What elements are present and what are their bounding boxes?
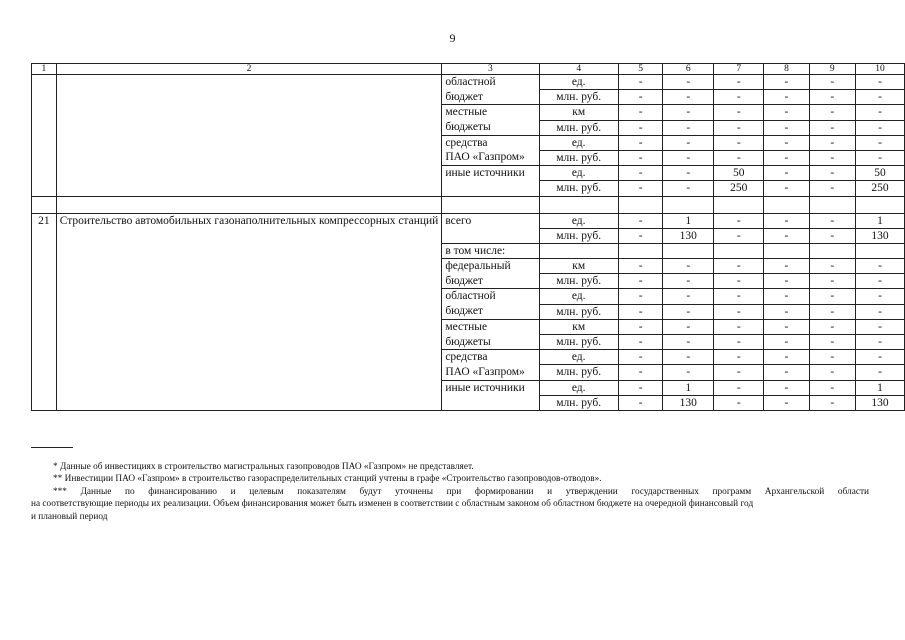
value-cell: - <box>764 365 809 380</box>
value-cell <box>618 243 663 258</box>
value-cell: - <box>764 304 809 319</box>
value-cell: - <box>809 380 855 395</box>
table-row <box>32 90 905 105</box>
value-cell: - <box>663 350 714 365</box>
value-cell: 1 <box>856 380 905 395</box>
row-name-cell: Строительство автомобильных газонаполнительных компрессорных станций <box>56 213 442 410</box>
row-name-cell <box>56 120 442 135</box>
value-cell: - <box>618 335 663 350</box>
spacer-cell <box>809 196 855 213</box>
value-cell: - <box>809 150 855 165</box>
value-cell: - <box>809 335 855 350</box>
value-cell: - <box>764 181 809 196</box>
value-cell: 250 <box>856 181 905 196</box>
value-cell: - <box>714 319 764 334</box>
unit-cell: ед. <box>539 289 618 304</box>
spacer-cell <box>856 196 905 213</box>
value-cell: - <box>618 150 663 165</box>
value-cell: - <box>764 150 809 165</box>
unit-cell: ед. <box>539 380 618 395</box>
value-cell <box>856 243 905 258</box>
value-cell: - <box>714 120 764 135</box>
value-cell: - <box>809 135 855 150</box>
value-cell: - <box>663 166 714 181</box>
value-cell: - <box>663 135 714 150</box>
source-cell: ПАО «Газпром» <box>442 365 539 380</box>
unit-cell: млн. руб. <box>539 120 618 135</box>
value-cell: - <box>618 135 663 150</box>
value-cell: - <box>764 380 809 395</box>
header-cell: 8 <box>764 64 809 75</box>
value-cell: - <box>618 213 663 228</box>
value-cell: 130 <box>663 228 714 243</box>
value-cell: - <box>809 75 855 90</box>
value-cell: 130 <box>856 395 905 410</box>
header-cell: 9 <box>809 64 855 75</box>
table-row <box>32 120 905 135</box>
source-cell: бюджеты <box>442 335 539 350</box>
investment-table <box>31 63 905 411</box>
value-cell: - <box>663 105 714 120</box>
source-cell: бюджет <box>442 274 539 289</box>
source-cell <box>442 395 539 410</box>
value-cell: - <box>764 90 809 105</box>
value-cell: - <box>663 289 714 304</box>
source-cell: местные <box>442 319 539 334</box>
unit-cell: ед. <box>539 135 618 150</box>
unit-cell: ед. <box>539 166 618 181</box>
source-cell <box>442 181 539 196</box>
value-cell: - <box>809 304 855 319</box>
value-cell: - <box>714 380 764 395</box>
source-cell: иные источники <box>442 166 539 181</box>
value-cell: - <box>764 335 809 350</box>
unit-cell: млн. руб. <box>539 228 618 243</box>
footnote-3-cont: на соответствующие периоды их реализации. Объем финансирования может быть изменен в соответствии с областным законом об областном бюджете на очередной финансовый год <box>31 499 754 510</box>
source-cell: средства <box>442 350 539 365</box>
row-number-cell <box>32 181 57 196</box>
value-cell: - <box>663 304 714 319</box>
value-cell: - <box>714 395 764 410</box>
source-cell: средства <box>442 135 539 150</box>
source-cell: местные <box>442 105 539 120</box>
value-cell: - <box>856 150 905 165</box>
header-cell: 3 <box>442 64 539 75</box>
value-cell: - <box>714 335 764 350</box>
source-cell <box>442 228 539 243</box>
value-cell: - <box>809 181 855 196</box>
spacer-cell <box>714 196 764 213</box>
table-row <box>32 135 905 150</box>
value-cell: - <box>764 135 809 150</box>
table-row <box>32 166 905 181</box>
source-cell: бюджет <box>442 90 539 105</box>
value-cell: - <box>714 289 764 304</box>
spacer-cell <box>663 196 714 213</box>
value-cell: - <box>663 259 714 274</box>
value-cell: - <box>856 350 905 365</box>
value-cell <box>809 243 855 258</box>
value-cell: - <box>809 228 855 243</box>
unit-cell: млн. руб. <box>539 150 618 165</box>
value-cell: - <box>618 304 663 319</box>
row-number-cell <box>32 120 57 135</box>
source-cell: бюджеты <box>442 120 539 135</box>
row-name-cell <box>56 166 442 181</box>
value-cell: - <box>714 365 764 380</box>
unit-cell <box>539 243 618 258</box>
value-cell: - <box>809 120 855 135</box>
unit-cell: млн. руб. <box>539 395 618 410</box>
unit-cell: ед. <box>539 213 618 228</box>
value-cell <box>663 243 714 258</box>
value-cell: - <box>764 120 809 135</box>
value-cell: - <box>809 365 855 380</box>
value-cell: - <box>714 135 764 150</box>
unit-cell: млн. руб. <box>539 365 618 380</box>
value-cell: - <box>764 259 809 274</box>
value-cell: - <box>856 304 905 319</box>
table-row <box>32 181 905 196</box>
value-cell: - <box>618 274 663 289</box>
value-cell: - <box>764 350 809 365</box>
value-cell: - <box>714 228 764 243</box>
unit-cell: ед. <box>539 350 618 365</box>
row-name-cell <box>56 150 442 165</box>
value-cell: - <box>618 105 663 120</box>
row-name-cell <box>56 181 442 196</box>
footnote-separator <box>31 447 73 448</box>
row-name-cell <box>56 135 442 150</box>
source-cell: всего <box>442 213 539 228</box>
source-cell: бюджет <box>442 304 539 319</box>
value-cell: - <box>764 395 809 410</box>
value-cell: 130 <box>663 395 714 410</box>
value-cell: - <box>714 259 764 274</box>
row-number-cell <box>32 75 57 90</box>
value-cell: - <box>856 259 905 274</box>
spacer-cell <box>618 196 663 213</box>
header-cell: 1 <box>32 64 57 75</box>
value-cell: - <box>809 319 855 334</box>
row-number-cell: 21 <box>32 213 57 410</box>
spacer-cell <box>32 196 57 213</box>
value-cell: - <box>856 289 905 304</box>
value-cell: - <box>663 75 714 90</box>
header-cell: 4 <box>539 64 618 75</box>
unit-cell: млн. руб. <box>539 304 618 319</box>
source-cell: федеральный <box>442 259 539 274</box>
value-cell: - <box>856 75 905 90</box>
unit-cell: млн. руб. <box>539 90 618 105</box>
value-cell: - <box>856 274 905 289</box>
row-number-cell <box>32 166 57 181</box>
table-row <box>32 75 905 90</box>
value-cell: - <box>714 75 764 90</box>
value-cell: - <box>714 304 764 319</box>
page-number: 9 <box>449 31 456 45</box>
source-cell: иные источники <box>442 380 539 395</box>
value-cell: - <box>618 228 663 243</box>
value-cell: - <box>618 289 663 304</box>
value-cell: - <box>809 350 855 365</box>
value-cell: - <box>764 75 809 90</box>
footnote-3: *** Данные по финансированию и целевым показателям будут уточнены при формировании и утверждении государственных программ Архангельской области <box>53 486 869 497</box>
value-cell: - <box>618 365 663 380</box>
row-number-cell <box>32 150 57 165</box>
unit-cell: млн. руб. <box>539 274 618 289</box>
row-name-cell <box>56 90 442 105</box>
value-cell: - <box>618 75 663 90</box>
value-cell: - <box>764 289 809 304</box>
value-cell: - <box>618 395 663 410</box>
value-cell: - <box>663 365 714 380</box>
value-cell: - <box>663 90 714 105</box>
value-cell: - <box>764 319 809 334</box>
source-cell: областной <box>442 289 539 304</box>
row-number-cell <box>32 135 57 150</box>
header-cell: 5 <box>618 64 663 75</box>
footnote-2: ** Инвестиции ПАО «Газпром» в строительство газораспределительных станций учтены в графе «Строительство газопроводов-отводов». <box>53 474 602 485</box>
row-number-cell <box>32 105 57 120</box>
source-cell: в том числе: <box>442 243 539 258</box>
value-cell: - <box>809 274 855 289</box>
value-cell: - <box>618 319 663 334</box>
value-cell: - <box>618 120 663 135</box>
unit-cell: км <box>539 259 618 274</box>
value-cell: - <box>618 380 663 395</box>
value-cell: - <box>764 213 809 228</box>
value-cell: - <box>856 365 905 380</box>
unit-cell: км <box>539 105 618 120</box>
row-name-cell <box>56 105 442 120</box>
value-cell: - <box>764 274 809 289</box>
value-cell: 1 <box>663 380 714 395</box>
row-number-cell <box>32 90 57 105</box>
value-cell: - <box>764 105 809 120</box>
unit-cell: ед. <box>539 75 618 90</box>
footnote-3-end: и плановый период <box>31 511 108 522</box>
header-row <box>32 64 905 75</box>
table-row <box>32 150 905 165</box>
unit-cell: млн. руб. <box>539 181 618 196</box>
value-cell: - <box>856 319 905 334</box>
footnotes <box>31 461 869 523</box>
value-cell: - <box>618 166 663 181</box>
table-row <box>32 105 905 120</box>
header-cell: 10 <box>856 64 905 75</box>
value-cell: - <box>714 213 764 228</box>
value-cell: - <box>809 395 855 410</box>
value-cell: - <box>618 350 663 365</box>
unit-cell: млн. руб. <box>539 335 618 350</box>
header-cell: 6 <box>663 64 714 75</box>
row-name-cell <box>56 75 442 90</box>
value-cell: - <box>856 120 905 135</box>
footnote-1: * Данные об инвестициях в строительство магистральных газопроводов ПАО «Газпром» не представляет. <box>53 462 474 472</box>
value-cell: 1 <box>856 213 905 228</box>
value-cell: 50 <box>856 166 905 181</box>
value-cell: - <box>809 289 855 304</box>
value-cell: - <box>809 166 855 181</box>
value-cell: - <box>809 259 855 274</box>
value-cell: - <box>856 135 905 150</box>
value-cell <box>764 243 809 258</box>
unit-cell: км <box>539 319 618 334</box>
value-cell: - <box>663 150 714 165</box>
spacer-cell <box>764 196 809 213</box>
value-cell: - <box>663 120 714 135</box>
source-cell: ПАО «Газпром» <box>442 150 539 165</box>
value-cell: - <box>809 213 855 228</box>
header-cell: 2 <box>56 64 442 75</box>
source-cell: областной <box>442 75 539 90</box>
value-cell: 250 <box>714 181 764 196</box>
value-cell: 50 <box>714 166 764 181</box>
value-cell: 1 <box>663 213 714 228</box>
value-cell: - <box>856 335 905 350</box>
value-cell: - <box>663 274 714 289</box>
value-cell: - <box>714 350 764 365</box>
value-cell: - <box>663 181 714 196</box>
value-cell: - <box>714 150 764 165</box>
value-cell: - <box>856 90 905 105</box>
header-cell: 7 <box>714 64 764 75</box>
spacer-row <box>32 196 905 213</box>
value-cell: - <box>714 274 764 289</box>
value-cell: - <box>809 105 855 120</box>
table-row <box>32 213 905 228</box>
value-cell: - <box>714 90 764 105</box>
spacer-cell <box>539 196 618 213</box>
value-cell: - <box>809 90 855 105</box>
spacer-cell <box>56 196 442 213</box>
value-cell: - <box>764 228 809 243</box>
value-cell: - <box>764 166 809 181</box>
value-cell: - <box>714 105 764 120</box>
value-cell: 130 <box>856 228 905 243</box>
value-cell: - <box>663 335 714 350</box>
value-cell: - <box>618 259 663 274</box>
value-cell: - <box>618 90 663 105</box>
spacer-cell <box>442 196 539 213</box>
value-cell <box>714 243 764 258</box>
value-cell: - <box>856 105 905 120</box>
value-cell: - <box>663 319 714 334</box>
value-cell: - <box>618 181 663 196</box>
